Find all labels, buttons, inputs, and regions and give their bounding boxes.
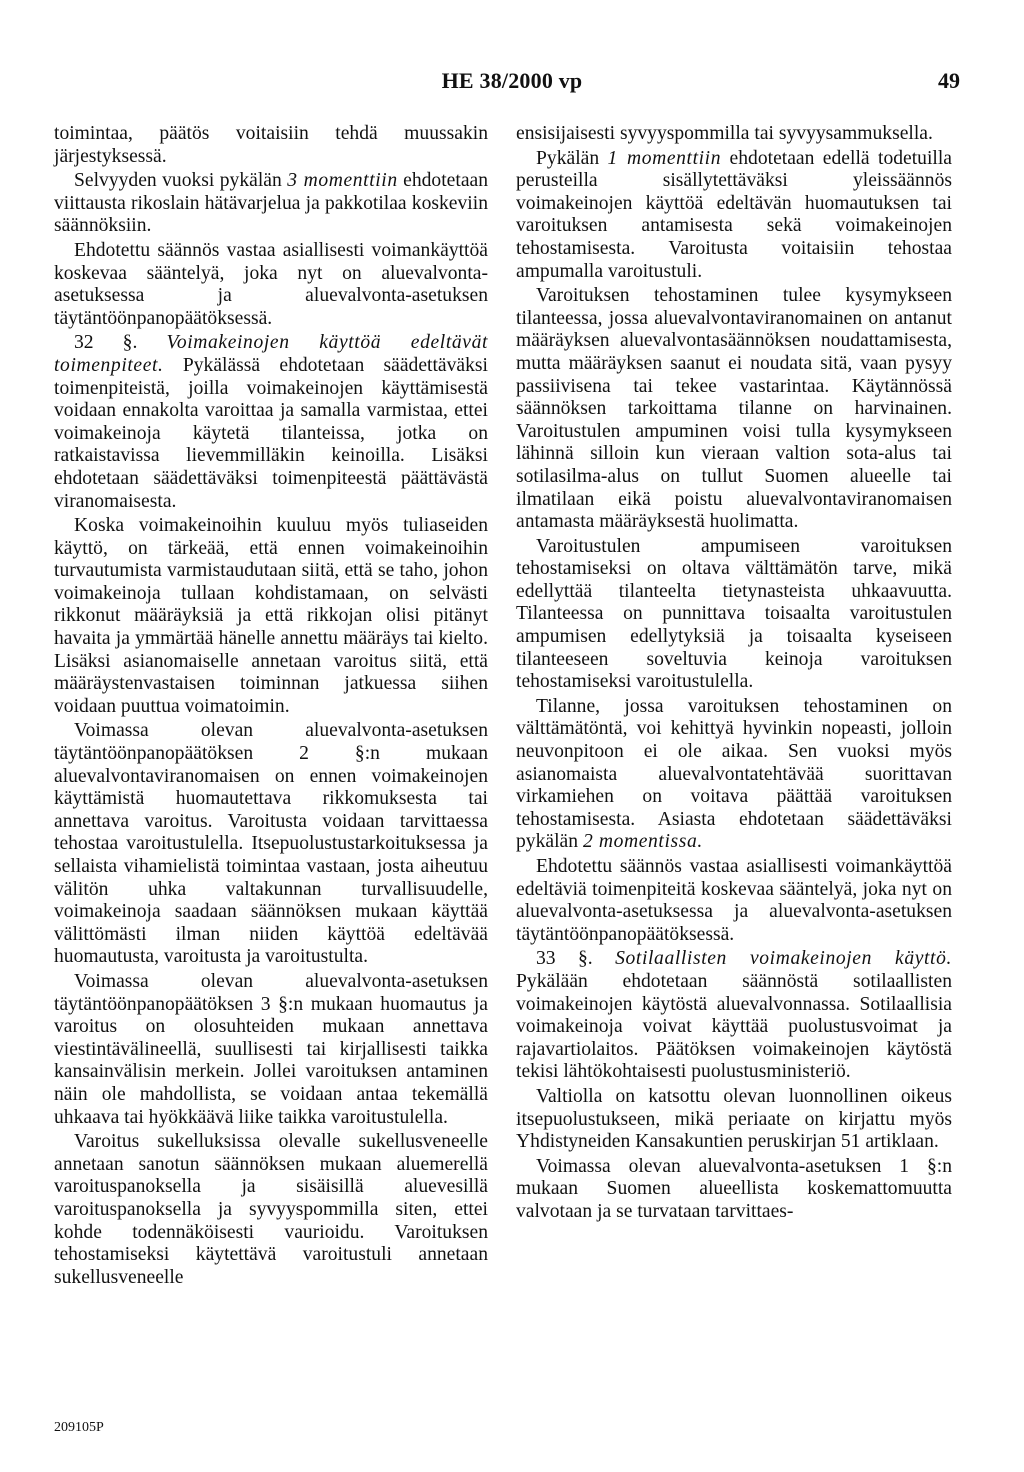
right-column — [516, 123, 952, 1226]
paragraph: Varoitustulen ampumiseen varoituksen tehostamiseksi on oltava välttämätön tarve, mikä edellyttää tilanteelta tietynasteista uhkaavuutta. Tilanteessa on punnittava toisaalta varoitustulen ampumisen edellytyksiä ja toisaalta kyseiseen tilanteeseen soveltuvia keinoja varoituksen tehostamiseksi varoitustulella. — [516, 535, 952, 693]
section-32-paragraph: 32 §. Voimakeinojen käyttöä edeltävät toimenpiteet. Pykälässä ehdotetaan säädettäväksi toimenpiteistä, joilla voimakeinojen käyttämisestä voidaan ennakolta varoittaa ja samalla varmistaa, ettei voimakeinoja käytetä tilanteissa, jotka on ratkaistavissa lievemmilläkin keinoilla. Lisäksi ehdotetaan säädettäväksi toimenpiteestä päättävästä viranomaisesta. — [54, 332, 489, 512]
paragraph: Pykälän 1 momenttiin ehdotetaan edellä todetuilla perusteilla sisällytettäväksi yleissäännös voimakeinojen käyttöä edeltävän huomautuksen tai varoituksen antamisesta sekä voimakeinojen tehostamisesta. Varoitusta voitaisiin tehostaa ampumalla varoitustuli. — [516, 147, 952, 282]
page-number: 49 — [938, 68, 960, 93]
paragraph: Voimassa olevan aluevalvonta-asetuksen täytäntöönpanopäätöksen 3 §:n mukaan huomautus ja varoitus on olosuhteiden mukaan annettava viestintävälineellä, suullisesti tai kirjallisesti taikka kansainvälisin merkein. Jollei varoituksen antaminen näin ole mahdollista, se voidaan antaa tekemällä uhkaava tai hyökkäävä liike taikka varoitustulella. — [54, 970, 488, 1128]
paragraph: Koska voimakeinoihin kuuluu myös tuliaseiden käyttö, on tärkeää, että ennen voimakeinoihin turvautumista varmistaudutaan siitä, että se taho, johon voimakeinoja tullaan kohdistamaan, on selvästi rikkonut määräyksiä ja että rikkojan olisi pitänyt havaita ja ymmärtää hänelle annettu määräys tai kielto. Lisäksi asianomaiselle annetaan varoitus siitä, että määräystenvastaisen toiminnan jatkuessa siihen voidaan puuttua voimatoimin. — [54, 515, 488, 717]
section-title: Sotilaallisten voimakeinojen käyttö. — [615, 948, 952, 970]
section-number: 33 §. — [536, 948, 593, 970]
paragraph: Varoituksen tehostaminen tulee kysymykseen tilanteessa, jossa aluevalvontaviranomainen on antanut määräyksen aluevalvontasäännöksen noudattamisesta, mutta määräyksen saanut ei noudata sitä, vaan pysyy passiivisena tai tekee vastarintaa. Käytännössä säännöksen tarkoittama tilanne on harvinainen. Varoitustulen ampuminen voisi tulla kysymykseen lähinnä silloin kun vieraan valtion sota-alus tai sotilasilma-alus on tullut Suomen alueelle tai ilmatilaan eikä poistu aluevalvontaviranomaisen antamasta määräyksestä huolimatta. — [516, 285, 952, 533]
paragraph: toimintaa, päätös voitaisiin tehdä muussakin järjestyksessä. — [54, 123, 488, 167]
paragraph: Voimassa olevan aluevalvonta-asetuksen 1 §:n mukaan Suomen alueellista koskemattomuutta valvotaan ja se turvataan tarvittaes- — [516, 1155, 952, 1222]
paragraph: ensisijaisesti syvyyspommilla tai syvyysammuksella. — [516, 123, 933, 144]
paragraph: Selvyyden vuoksi pykälän 3 momenttiin ehdotetaan viittausta rikoslain hätävarjelua ja pakkotilaa koskeviin säännöksiin. — [54, 170, 489, 237]
section-number: 32 §. — [74, 332, 138, 354]
paragraph: Voimassa olevan aluevalvonta-asetuksen täytäntöönpanopäätöksen 2 §:n mukaan aluevalvontaviranomaisen on ennen voimakeinojen käyttämistä huomautettava rikkomuksesta tai annettava varoitus. Varoitusta voidaan tarvittaessa tehostaa varoitustulella. Itsepuolustustarkoituksessa ja sellaista vihamielistä toimintaa vastaan, josta aiheutuu välitön uhka valtakunnan turvallisuudelle, voimakeinoja saadaan säännöksen mukaan käyttää välittömästi ilman niiden käyttöä edeltävää huomautusta, varoitusta ja varoitustulta. — [54, 720, 488, 968]
paragraph: Ehdotettu säännös vastaa asiallisesti voimankäyttöä koskevaa sääntelyä, joka nyt on aluevalvonta-asetuksessa ja aluevalvonta-asetuksen täytäntöönpanopäätöksessä. — [54, 239, 488, 329]
paragraph: Valtiolla on katsottu olevan luonnollinen oikeus itsepuolustukseen, mikä periaate on kirjattu myös Yhdistyneiden Kansakuntien peruskirjan 51 artiklaan. — [516, 1085, 952, 1153]
paragraph: Varoitus sukelluksissa olevalle sukellusveneelle annetaan sanotun säännöksen mukaan aluemerellä varoituspanoksella ja sisäisillä aluevesillä varoituspanoksella ja syvyyspommilla siten, ettei kohde todennäköisesti vaurioidu. Varoituksen tehostamiseksi käytettävä varoitustuli annetaan sukellusveneelle — [54, 1131, 488, 1288]
page-title: HE 38/2000 vp — [441, 68, 583, 93]
footer-code: 209105P — [54, 1420, 104, 1435]
left-column — [54, 123, 488, 1291]
paragraph: Ehdotettu säännös vastaa asiallisesti voimankäyttöä edeltäviä toimenpiteitä koskevaa sääntelyä, joka nyt on aluevalvonta-asetuksessa ja aluevalvonta-asetuksen täytäntöönpanopäätöksessä. — [516, 856, 952, 945]
paragraph: Tilanne, jossa varoituksen tehostaminen on välttämätöntä, voi kehittyä hyvinkin nopeasti, jolloin neuvonpitoon ei ole aikaa. Sen vuoksi myös asianomaista aluevalvontatehtävää suorittavan virkamiehen on voitava päättää varoituksen tehostamisesta. Asiasta ehdotetaan säädettäväksi pykälän 2 momentissa. — [516, 695, 952, 853]
section-title: Voimakeinojen käyttöä edeltävät toimenpiteet. — [54, 332, 489, 376]
section-33-paragraph: 33 §. Sotilaallisten voimakeinojen käyttö. Pykälään ehdotetaan säännöstä sotilaallisten voimakeinojen käytöstä aluevalvonnassa. Sotilaallisia voimakeinoja voivat käyttää puolustusvoimat ja rajavartiolaitos. Päätöksen voimakeinojen käytöstä tekisi lähtökohtaisesti puolustusministeriö. — [516, 948, 952, 1083]
